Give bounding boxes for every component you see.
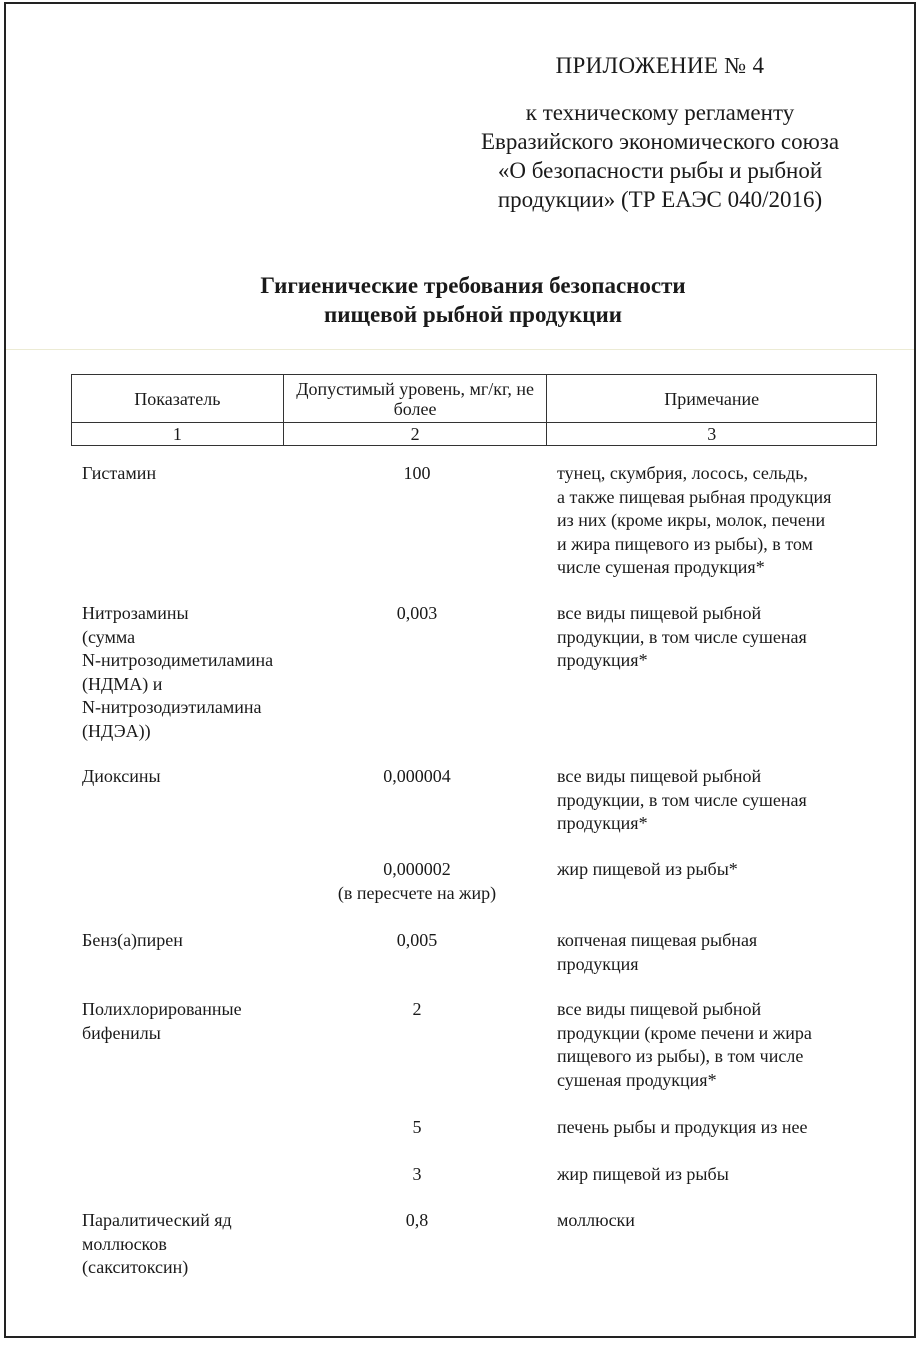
appendix-title: ПРИЛОЖЕНИЕ № 4 bbox=[555, 53, 765, 78]
note-cell-line: продукция bbox=[557, 953, 639, 974]
scan-divider bbox=[6, 349, 914, 350]
indicator-cell-line: Гистамин bbox=[82, 463, 157, 483]
level-cell-line: 0,8 bbox=[405, 1210, 429, 1230]
indicator-cell-line: Паралитический яд bbox=[82, 1210, 232, 1230]
level-cell bbox=[307, 858, 527, 905]
document-title-line: пищевой рыбной продукции bbox=[324, 302, 622, 327]
level-cell-line: 2 bbox=[412, 999, 422, 1019]
appendix-ref-line: Евразийского экономического союза bbox=[480, 129, 840, 154]
document-title bbox=[150, 271, 796, 329]
appendix-reference bbox=[440, 98, 880, 214]
note-cell-line: жир пищевой из рыбы bbox=[557, 1164, 729, 1184]
note-cell bbox=[557, 1116, 887, 1140]
note-cell-line: сушеная продукция* bbox=[557, 1069, 717, 1090]
note-cell bbox=[557, 1209, 887, 1233]
note-cell-line: моллюски bbox=[557, 1210, 635, 1230]
indicator-cell bbox=[82, 929, 322, 953]
level-cell bbox=[307, 1209, 527, 1233]
note-cell-line: продукция* bbox=[557, 650, 648, 670]
indicator-cell bbox=[82, 602, 322, 743]
indicator-cell-line: (сумма bbox=[82, 626, 136, 647]
note-cell bbox=[557, 1163, 887, 1187]
appendix-ref-line: «О безопасности рыбы и рыбной bbox=[497, 158, 823, 183]
level-cell bbox=[307, 602, 527, 626]
level-cell-line: 5 bbox=[412, 1117, 422, 1137]
indicator-cell-line: (НДЭА)) bbox=[82, 720, 151, 741]
note-cell-line: из них (кроме икры, молок, печени bbox=[557, 510, 826, 530]
indicator-cell-line: (НДМА) и bbox=[82, 673, 163, 694]
note-cell bbox=[557, 858, 887, 882]
indicator-cell-line: N-нитрозодиэтиламина bbox=[82, 697, 262, 717]
column-number: 3 bbox=[547, 423, 877, 446]
note-cell-line: продукции, в том числе сушеная bbox=[557, 789, 807, 810]
document-title-line: Гигиенические требования безопасности bbox=[260, 273, 686, 298]
level-cell-line: 0,000002 bbox=[383, 859, 451, 879]
column-header-level: Допустимый уровень, мг/кг, не более bbox=[283, 375, 547, 423]
column-header-indicator: Показатель bbox=[72, 375, 284, 423]
level-cell bbox=[307, 765, 527, 789]
column-number: 2 bbox=[283, 423, 547, 446]
indicator-cell-line: (сакситоксин) bbox=[82, 1257, 189, 1277]
column-number: 1 bbox=[72, 423, 284, 446]
indicator-cell-line: N-нитрозодиметиламина bbox=[82, 650, 274, 670]
level-cell-line: 0,005 bbox=[396, 930, 438, 950]
note-cell bbox=[557, 929, 887, 976]
indicator-cell-line: Полихлорированные bbox=[82, 999, 242, 1019]
note-cell-line: числе сушеная продукция* bbox=[557, 557, 765, 577]
level-cell-line: 0,003 bbox=[396, 603, 438, 623]
level-cell-line: 3 bbox=[412, 1164, 422, 1184]
level-cell-line: (в пересчете на жир) bbox=[337, 882, 497, 903]
level-cell bbox=[307, 929, 527, 953]
note-cell-line: продукция* bbox=[557, 813, 648, 833]
note-cell-line: печень рыбы и продукция из нее bbox=[557, 1117, 808, 1137]
indicator-cell bbox=[82, 998, 322, 1045]
note-cell-line: все виды пищевой рыбной bbox=[557, 766, 762, 786]
level-cell bbox=[307, 1116, 527, 1140]
indicator-cell bbox=[82, 1209, 322, 1280]
note-cell-line: пищевого из рыбы), в том числе bbox=[557, 1046, 804, 1066]
level-cell-line: 100 bbox=[403, 463, 431, 483]
level-cell-line: 0,000004 bbox=[383, 766, 451, 786]
note-cell-line: все виды пищевой рыбной bbox=[557, 603, 762, 623]
note-cell-line: продукции (кроме печени и жира bbox=[557, 1022, 812, 1043]
note-cell-line: копченая пищевая рыбная bbox=[557, 930, 758, 950]
indicator-cell-line: бифенилы bbox=[82, 1022, 161, 1043]
note-cell-line: тунец, скумбрия, лосось, сельдь, bbox=[557, 463, 808, 483]
table-header bbox=[71, 374, 877, 446]
indicator-cell-line: Бенз(а)пирен bbox=[82, 930, 183, 950]
indicator-cell-line: Нитрозамины bbox=[82, 603, 189, 623]
note-cell bbox=[557, 462, 887, 580]
level-cell bbox=[307, 462, 527, 486]
note-cell bbox=[557, 998, 887, 1092]
appendix-ref-line: продукции» (ТР ЕАЭС 040/2016) bbox=[497, 187, 823, 212]
indicator-cell bbox=[82, 765, 322, 789]
level-cell bbox=[307, 998, 527, 1022]
note-cell bbox=[557, 602, 887, 673]
note-cell bbox=[557, 765, 887, 836]
note-cell-line: и жира пищевого из рыбы), в том bbox=[557, 533, 813, 554]
note-cell-line: продукции, в том числе сушеная bbox=[557, 626, 807, 647]
level-cell bbox=[307, 1163, 527, 1187]
column-header-note: Примечание bbox=[547, 375, 877, 423]
note-cell-line: жир пищевой из рыбы* bbox=[557, 859, 738, 879]
indicator-cell-line: Диоксины bbox=[82, 766, 161, 786]
indicator-cell bbox=[82, 462, 322, 486]
note-cell-line: а также пищевая рыбная продукция bbox=[557, 486, 832, 507]
indicator-cell-line: моллюсков bbox=[82, 1233, 167, 1254]
note-cell-line: все виды пищевой рыбной bbox=[557, 999, 762, 1019]
appendix-ref-line: к техническому регламенту bbox=[525, 100, 795, 125]
